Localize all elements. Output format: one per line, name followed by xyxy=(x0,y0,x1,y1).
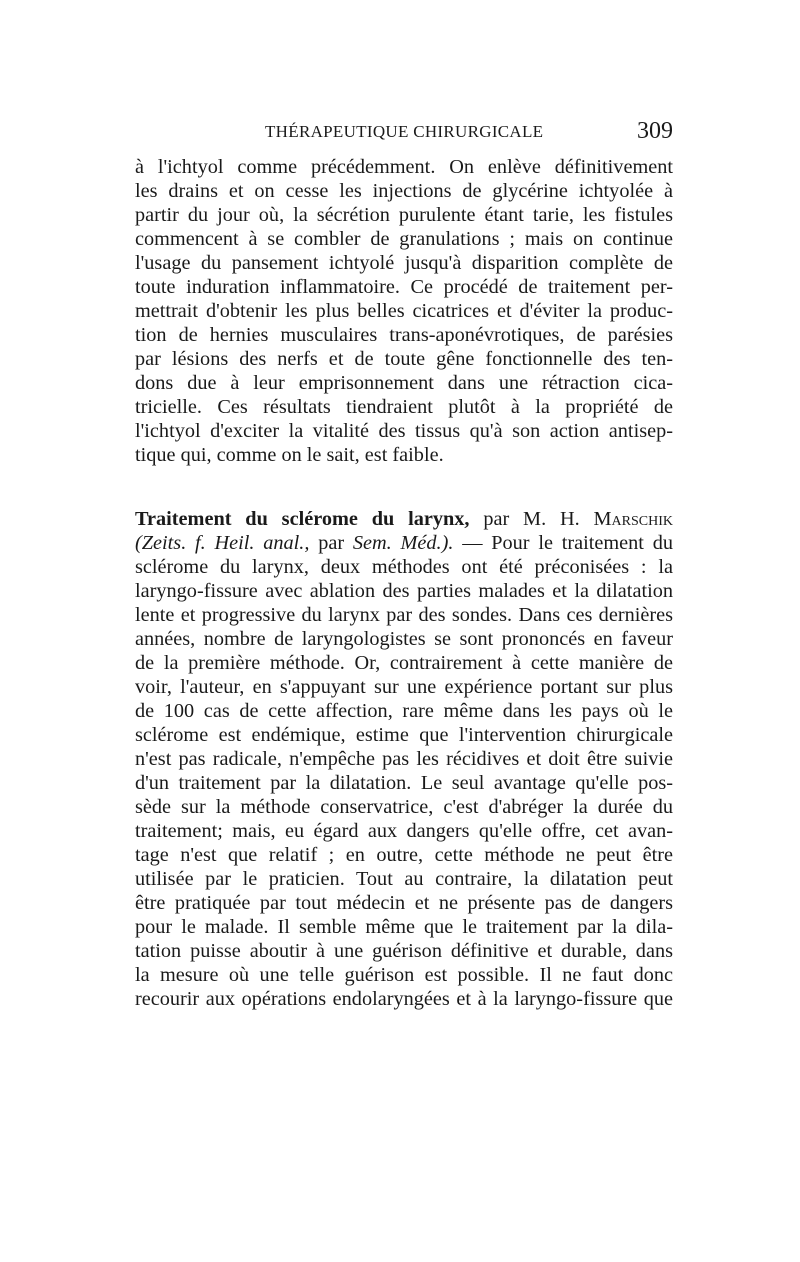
text-line: années, nombre de laryngologistes se sont prononcés en faveur xyxy=(135,628,673,650)
text-line: sclérome est endémique, estime que l'intervention chirurgicale xyxy=(135,724,673,746)
text-line: à l'ichtyol comme précédemment. On enlève définitivement xyxy=(135,156,673,178)
text-line: les drains et on cesse les injections de glycérine ichtyolée à xyxy=(135,180,673,202)
text-line: la mesure où une telle guérison est possible. Il ne faut donc xyxy=(135,964,673,986)
text-line: recourir aux opérations endolaryngées et à la laryngo-fissure que xyxy=(135,988,673,1010)
source-reference: Sem. Méd.). xyxy=(352,532,454,554)
text-line: tage n'est que relatif ; en outre, cette méthode ne peut être xyxy=(135,844,673,866)
article-byline: par M. H. xyxy=(469,508,594,530)
running-title: THÉRAPEUTIQUE CHIRURGICALE xyxy=(265,122,544,141)
text-line: partir du jour où, la sécrétion purulente étant tarie, les fistules xyxy=(135,204,673,226)
text-line: d'un traitement par la dilatation. Le seul avantage qu'elle pos- xyxy=(135,772,673,794)
running-head xyxy=(135,118,673,148)
text-line: n'est pas radicale, n'empêche pas les récidives et doit être suivie xyxy=(135,748,673,770)
text-line: traitement; mais, eu égard aux dangers qu'elle offre, cet avan- xyxy=(135,820,673,842)
text-line: l'ichtyol d'exciter la vitalité des tissus qu'à son action antisep- xyxy=(135,420,673,442)
text-line: sclérome du larynx, deux méthodes ont été préconisées : la xyxy=(135,556,673,578)
article-title: Traitement du sclérome du larynx, xyxy=(135,508,470,530)
text-line: voir, l'auteur, en s'appuyant sur une expérience portant sur plus xyxy=(135,676,673,698)
text-line: tricielle. Ces résultats tiendraient plutôt à la propriété de xyxy=(135,396,673,418)
text-line: pour le malade. Il semble même que le traitement par la dila- xyxy=(135,916,673,938)
text-line: toute induration inflammatoire. Ce procédé de traitement per- xyxy=(135,276,673,298)
text-line: commencent à se combler de granulations ; mais on continue xyxy=(135,228,673,250)
text-line-last: tique qui, comme on le sait, est faible. xyxy=(135,444,444,466)
source-par: par xyxy=(309,532,353,554)
article-source-line xyxy=(135,531,673,555)
text-line: laryngo-fissure avec ablation des parties malades et la dilatation xyxy=(135,580,673,602)
text-line: mettrait d'obtenir les plus belles cicatrices et d'éviter la produc- xyxy=(135,300,673,322)
article-heading-line xyxy=(135,507,673,531)
text-line: dons due à leur emprisonnement dans une rétraction cica- xyxy=(135,372,673,394)
text-line: être pratiquée par tout médecin et ne présente pas de dangers xyxy=(135,892,673,914)
text-line: utilisée par le praticien. Tout au contraire, la dilatation peut xyxy=(135,868,673,890)
text-line: par lésions des nerfs et de toute gêne fonctionnelle des ten- xyxy=(135,348,673,370)
text-line: tation puisse aboutir à une guérison définitive et durable, dans xyxy=(135,940,673,962)
paragraph-ichtyol-treatment xyxy=(135,155,673,467)
paragraph-scleroma-larynx xyxy=(135,507,673,1011)
page-number: 309 xyxy=(637,118,673,144)
first-line-text: — Pour le traitement du xyxy=(453,532,673,554)
source-journal: (Zeits. f. Heil. anal., xyxy=(135,532,310,554)
text-line: l'usage du pansement ichtyolé jusqu'à disparition complète de xyxy=(135,252,673,274)
text-line: lente et progressive du larynx par des sondes. Dans ces dernières xyxy=(135,604,673,626)
text-line: de 100 cas de cette affection, rare même dans les pays où le xyxy=(135,700,673,722)
text-line: sède sur la méthode conservatrice, c'est d'abréger la durée du xyxy=(135,796,673,818)
article-author: Marschik xyxy=(593,508,673,530)
text-line: tion de hernies musculaires trans-aponévrotiques, de parésies xyxy=(135,324,673,346)
text-line: de la première méthode. Or, contrairement à cette manière de xyxy=(135,652,673,674)
